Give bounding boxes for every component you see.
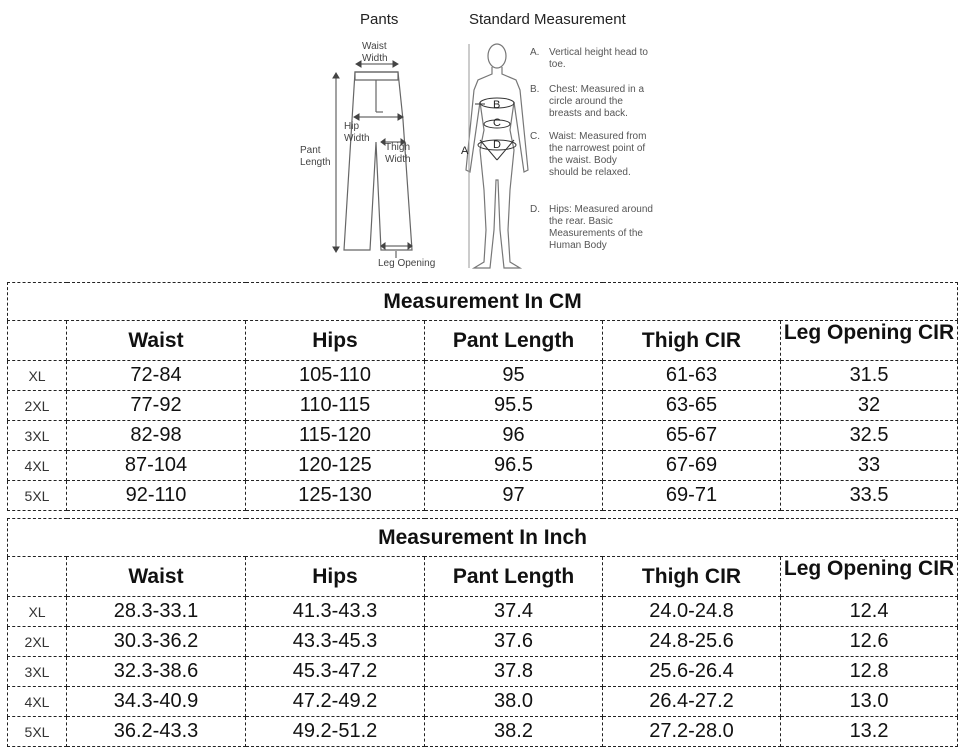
waist-cell: 28.3-33.1 <box>67 597 246 627</box>
header-leg-opening-cir-text: Leg Opening CIR <box>783 323 955 344</box>
inch-table-title: Measurement In Inch <box>8 519 958 557</box>
table-row <box>8 421 958 451</box>
measurement-diagram <box>0 0 962 278</box>
thigh-cir-cell: 25.6-26.4 <box>603 657 781 687</box>
leg-opening-cir-cell: 12.4 <box>781 597 958 627</box>
size-cell: 5XL <box>8 717 67 747</box>
hips-cell: 125-130 <box>246 481 425 511</box>
size-cell: 5XL <box>8 481 67 511</box>
waist-cell: 82-98 <box>67 421 246 451</box>
hip-width-label-line2: Width <box>344 133 370 144</box>
waist-cell: 87-104 <box>67 451 246 481</box>
thigh-cir-cell: 61-63 <box>603 361 781 391</box>
leg-opening-label: Leg Opening <box>378 258 436 269</box>
table-row <box>8 391 958 421</box>
hips-cell: 110-115 <box>246 391 425 421</box>
hips-cell: 49.2-51.2 <box>246 717 425 747</box>
pant-length-label-line2: Length <box>300 157 331 168</box>
leg-opening-cir-cell: 32.5 <box>781 421 958 451</box>
table-title-row <box>8 519 958 557</box>
note-a-letter: A. <box>530 47 540 58</box>
size-cell: 2XL <box>8 391 67 421</box>
waist-cell: 92-110 <box>67 481 246 511</box>
table-row <box>8 451 958 481</box>
pant-length-label-line1: Pant <box>300 145 321 156</box>
hips-cell: 120-125 <box>246 451 425 481</box>
body-letter-b: B <box>493 99 501 111</box>
waist-cell: 32.3-38.6 <box>67 657 246 687</box>
table-row <box>8 597 958 627</box>
leg-opening-cir-cell: 33 <box>781 451 958 481</box>
thigh-cir-cell: 65-67 <box>603 421 781 451</box>
leg-opening-cir-cell: 33.5 <box>781 481 958 511</box>
thigh-cir-cell: 27.2-28.0 <box>603 717 781 747</box>
body-letter-c: C <box>493 117 501 129</box>
hips-cell: 43.3-45.3 <box>246 627 425 657</box>
leg-opening-cir-cell: 12.8 <box>781 657 958 687</box>
thigh-cir-cell: 69-71 <box>603 481 781 511</box>
pant-length-cell: 37.6 <box>425 627 603 657</box>
hips-cell: 45.3-47.2 <box>246 657 425 687</box>
note-d-text: Hips: Measured around the rear. Basic Measurements of the Human Body <box>549 204 653 251</box>
table-header-row <box>8 557 958 597</box>
cm-table-title: Measurement In CM <box>8 283 958 321</box>
header-pant-length: Pant Length <box>425 321 603 361</box>
header-leg-opening-cir-text: Leg Opening CIR <box>783 559 955 580</box>
pant-length-cell: 95.5 <box>425 391 603 421</box>
header-thigh-cir: Thigh CIR <box>603 321 781 361</box>
hips-cell: 115-120 <box>246 421 425 451</box>
pants-title: Pants <box>360 11 399 28</box>
waist-width-label-line1: Waist <box>362 41 387 52</box>
hips-cell: 41.3-43.3 <box>246 597 425 627</box>
table-row <box>8 717 958 747</box>
thigh-cir-cell: 67-69 <box>603 451 781 481</box>
header-waist: Waist <box>67 557 246 597</box>
header-pant-length: Pant Length <box>425 557 603 597</box>
standard-measurement-title: Standard Measurement <box>469 11 626 28</box>
note-d-letter: D. <box>530 204 540 215</box>
waist-cell: 77-92 <box>67 391 246 421</box>
waist-cell: 34.3-40.9 <box>67 687 246 717</box>
thigh-cir-cell: 24.8-25.6 <box>603 627 781 657</box>
header-size <box>8 321 67 361</box>
header-size <box>8 557 67 597</box>
pant-length-cell: 97 <box>425 481 603 511</box>
note-c-letter: C. <box>530 131 540 142</box>
leg-opening-cir-cell: 13.2 <box>781 717 958 747</box>
waist-cell: 72-84 <box>67 361 246 391</box>
header-waist: Waist <box>67 321 246 361</box>
thigh-cir-cell: 24.0-24.8 <box>603 597 781 627</box>
note-a-text: Vertical height head to toe. <box>549 47 648 70</box>
diagram-drawing <box>0 0 962 278</box>
header-leg-opening-cir <box>781 557 958 597</box>
waist-cell: 30.3-36.2 <box>67 627 246 657</box>
size-cell: 3XL <box>8 657 67 687</box>
waist-cell: 36.2-43.3 <box>67 717 246 747</box>
thigh-width-label-line2: Width <box>385 154 411 165</box>
pant-length-cell: 38.2 <box>425 717 603 747</box>
body-illustration <box>466 44 528 268</box>
size-cell: 2XL <box>8 627 67 657</box>
leg-opening-cir-cell: 12.6 <box>781 627 958 657</box>
table-title-row <box>8 283 958 321</box>
size-cell: 3XL <box>8 421 67 451</box>
pant-length-cell: 95 <box>425 361 603 391</box>
header-leg-opening-cir <box>781 321 958 361</box>
hips-cell: 105-110 <box>246 361 425 391</box>
leg-opening-cir-cell: 13.0 <box>781 687 958 717</box>
header-thigh-cir: Thigh CIR <box>603 557 781 597</box>
size-cell: 4XL <box>8 451 67 481</box>
size-cell: 4XL <box>8 687 67 717</box>
body-letter-d: D <box>493 139 501 151</box>
thigh-width-label-line1: Thigh <box>385 142 411 153</box>
hip-width-label-line1: Hip <box>344 121 360 132</box>
note-b-text: Chest: Measured in a circle around the breasts and back. <box>549 84 645 119</box>
table-row <box>8 361 958 391</box>
cm-size-table <box>7 282 958 511</box>
waist-width-label-line2: Width <box>362 53 388 64</box>
note-b-letter: B. <box>530 84 540 95</box>
pant-length-cell: 96 <box>425 421 603 451</box>
body-letter-a: A <box>461 145 469 157</box>
table-row <box>8 627 958 657</box>
table-row <box>8 687 958 717</box>
hips-cell: 47.2-49.2 <box>246 687 425 717</box>
pant-length-cell: 96.5 <box>425 451 603 481</box>
thigh-cir-cell: 26.4-27.2 <box>603 687 781 717</box>
pant-length-cell: 37.4 <box>425 597 603 627</box>
leg-opening-cir-cell: 31.5 <box>781 361 958 391</box>
table-row <box>8 481 958 511</box>
thigh-cir-cell: 63-65 <box>603 391 781 421</box>
pant-length-cell: 37.8 <box>425 657 603 687</box>
leg-opening-cir-cell: 32 <box>781 391 958 421</box>
header-hips: Hips <box>246 321 425 361</box>
size-cell: XL <box>8 361 67 391</box>
table-header-row <box>8 321 958 361</box>
pant-length-cell: 38.0 <box>425 687 603 717</box>
size-cell: XL <box>8 597 67 627</box>
note-c-text: Waist: Measured from the narrowest point of the waist. Body should be relaxed. <box>549 131 647 178</box>
table-row <box>8 657 958 687</box>
header-hips: Hips <box>246 557 425 597</box>
inch-size-table <box>7 518 958 747</box>
